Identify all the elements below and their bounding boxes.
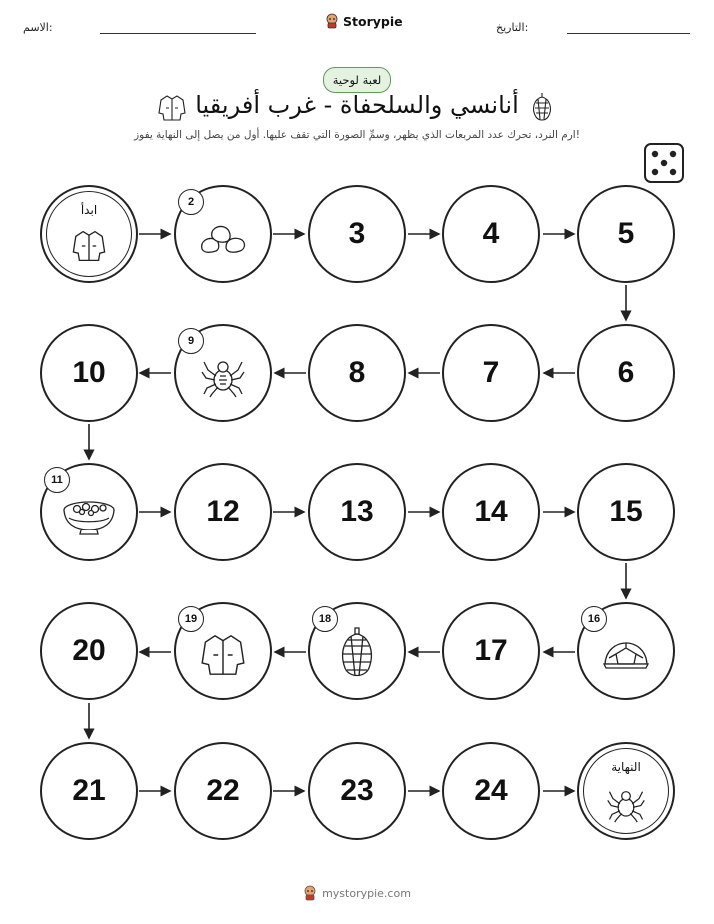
- board-cell-17[interactable]: [442, 602, 540, 700]
- board-cell-9[interactable]: [174, 324, 272, 422]
- footer-url[interactable]: mystorypie.com: [322, 886, 411, 900]
- board-cell-22[interactable]: [174, 742, 272, 840]
- board-cell-10[interactable]: [40, 324, 138, 422]
- cell-number: 2: [178, 189, 204, 215]
- cell-number: 9: [178, 328, 204, 354]
- board-cell-2[interactable]: [174, 185, 272, 283]
- cell-number: 19: [178, 606, 204, 632]
- cell-number: 22: [206, 774, 240, 807]
- brand-name: Storypie: [343, 13, 403, 29]
- cell-number: 6: [617, 356, 635, 389]
- cell-number: 18: [312, 606, 338, 632]
- cell-number: 8: [348, 356, 366, 389]
- jacket-icon: [71, 228, 107, 264]
- cell-number: 3: [348, 217, 366, 250]
- jacket-icon: [157, 93, 187, 123]
- name-label: الاسم:: [23, 21, 53, 34]
- cell-number: 15: [609, 495, 643, 528]
- cell-number: 21: [72, 774, 106, 807]
- board-cell-3[interactable]: [308, 185, 406, 283]
- pinecone-icon: [528, 91, 556, 123]
- board-cell-23[interactable]: [308, 742, 406, 840]
- board-cell-7[interactable]: [442, 324, 540, 422]
- spider-icon: [606, 783, 646, 823]
- cell-number: 4: [482, 217, 500, 250]
- cell-number: 24: [474, 774, 508, 807]
- cell-number: 16: [581, 606, 607, 632]
- cell-number: 12: [206, 495, 240, 528]
- turtle-shell-icon: [602, 640, 650, 670]
- board-cell-21[interactable]: [40, 742, 138, 840]
- cell-number: 13: [340, 495, 374, 528]
- name-field[interactable]: [100, 33, 256, 34]
- board-cell-13[interactable]: [308, 463, 406, 561]
- date-field[interactable]: [567, 33, 690, 34]
- soup-bowl-icon: [61, 496, 117, 536]
- cell-number: 14: [474, 495, 508, 528]
- date-label: التاريخ:: [496, 21, 529, 34]
- board-cell-end[interactable]: [577, 742, 675, 840]
- instructions: ارم النرد، تحرك عدد المربعات الذي يظهر، وسمِّ الصورة التي تقف عليها. أول من يصل إلى النهاية يفوز!: [134, 129, 580, 141]
- board-cell-24[interactable]: [442, 742, 540, 840]
- cell-number: 7: [482, 356, 500, 389]
- board-cell-15[interactable]: [577, 463, 675, 561]
- board-cell-16[interactable]: [577, 602, 675, 700]
- board-cell-8[interactable]: [308, 324, 406, 422]
- board-cell-11[interactable]: [40, 463, 138, 561]
- end-label: النهاية: [611, 760, 641, 774]
- board-cell-6[interactable]: [577, 324, 675, 422]
- start-label: ابدأ: [80, 203, 98, 217]
- board-cell-4[interactable]: [442, 185, 540, 283]
- cell-number: 20: [72, 634, 106, 667]
- cell-number: 23: [340, 774, 374, 807]
- cell-number: 10: [72, 356, 106, 389]
- cell-number: 17: [474, 634, 508, 667]
- page-title: أنانسي والسلحفاة - غرب أفريقيا: [195, 91, 519, 119]
- spider-icon: [200, 352, 246, 398]
- brand-logo: [325, 13, 403, 29]
- dice-icon: [643, 142, 685, 184]
- board-cell-18[interactable]: [308, 602, 406, 700]
- board-game-badge: لعبة لوحية: [323, 67, 391, 93]
- board-cell-12[interactable]: [174, 463, 272, 561]
- board-cell-start[interactable]: [40, 185, 138, 283]
- rocks-icon: [198, 221, 248, 255]
- jacket-icon: [199, 631, 247, 679]
- board-cell-19[interactable]: [174, 602, 272, 700]
- board-cell-5[interactable]: [577, 185, 675, 283]
- board-cell-14[interactable]: [442, 463, 540, 561]
- board-cell-20[interactable]: [40, 602, 138, 700]
- storypie-mascot-icon: [303, 885, 317, 901]
- storypie-mascot-icon: [325, 13, 339, 29]
- cell-number: 11: [44, 467, 70, 493]
- pinecone-icon: [337, 626, 377, 684]
- cell-number: 5: [617, 217, 635, 250]
- footer: [0, 885, 714, 901]
